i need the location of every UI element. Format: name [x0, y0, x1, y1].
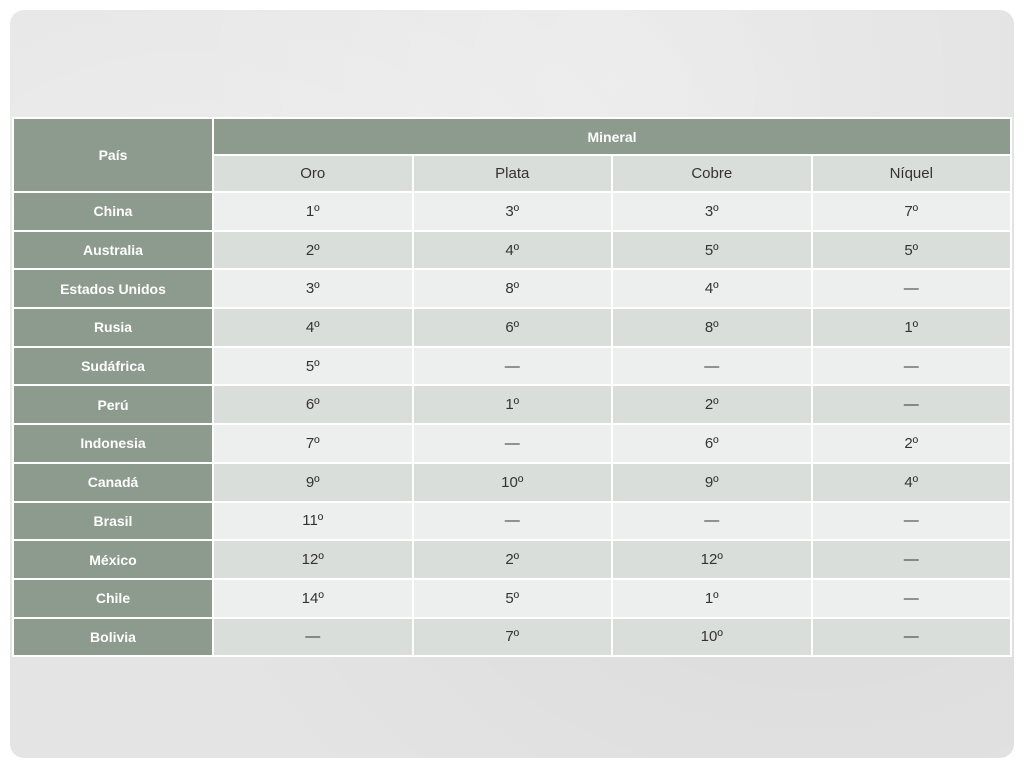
rank-cell: 3º — [613, 193, 811, 230]
mineral-ranking-table — [12, 117, 1012, 657]
rank-cell: — — [813, 541, 1011, 578]
rank-cell: — — [813, 503, 1011, 540]
rank-cell: — — [813, 580, 1011, 617]
rank-cell: — — [613, 503, 811, 540]
rank-cell: 7º — [813, 193, 1011, 230]
column-header-oro: Oro — [214, 156, 412, 191]
table-row — [14, 193, 1010, 230]
mineral-group-header: Mineral — [214, 119, 1010, 154]
rank-cell: 1º — [613, 580, 811, 617]
rank-cell: 4º — [414, 232, 612, 269]
rank-cell: 11º — [214, 503, 412, 540]
rank-cell: 2º — [214, 232, 412, 269]
country-cell: Brasil — [14, 503, 212, 540]
rank-cell: 3º — [214, 270, 412, 307]
rank-cell: 2º — [414, 541, 612, 578]
column-header-cobre: Cobre — [613, 156, 811, 191]
rank-cell: — — [214, 619, 412, 656]
rank-cell: 1º — [414, 386, 612, 423]
rank-cell: 4º — [214, 309, 412, 346]
rank-cell: 12º — [214, 541, 412, 578]
rank-cell: 5º — [214, 348, 412, 385]
column-header-niquel: Níquel — [813, 156, 1011, 191]
table-row — [14, 503, 1010, 540]
rank-cell: 12º — [613, 541, 811, 578]
rank-cell: 4º — [813, 464, 1011, 501]
table-row — [14, 309, 1010, 346]
table-row — [14, 580, 1010, 617]
rank-cell: 4º — [613, 270, 811, 307]
column-header-plata: Plata — [414, 156, 612, 191]
country-cell: Perú — [14, 386, 212, 423]
table-row — [14, 541, 1010, 578]
table-row — [14, 619, 1010, 656]
rank-cell: 8º — [414, 270, 612, 307]
country-cell: Sudáfrica — [14, 348, 212, 385]
rank-cell: — — [414, 348, 612, 385]
country-column-header: País — [14, 119, 212, 191]
rank-cell: 3º — [414, 193, 612, 230]
rank-cell: 5º — [613, 232, 811, 269]
rank-cell: 9º — [613, 464, 811, 501]
rank-cell: — — [813, 619, 1011, 656]
rank-cell: 2º — [613, 386, 811, 423]
country-cell: Estados Unidos — [14, 270, 212, 307]
rank-cell: — — [813, 348, 1011, 385]
table-body — [14, 193, 1010, 655]
rank-cell: 10º — [613, 619, 811, 656]
rank-cell: 1º — [214, 193, 412, 230]
rank-cell: 5º — [414, 580, 612, 617]
rank-cell: — — [613, 348, 811, 385]
mineral-ranking-table-container — [12, 117, 1012, 657]
table-row — [14, 425, 1010, 462]
rank-cell: 5º — [813, 232, 1011, 269]
country-cell: Canadá — [14, 464, 212, 501]
country-cell: Bolivia — [14, 619, 212, 656]
country-cell: Indonesia — [14, 425, 212, 462]
rank-cell: 1º — [813, 309, 1011, 346]
table-row — [14, 232, 1010, 269]
rank-cell: 8º — [613, 309, 811, 346]
country-cell: China — [14, 193, 212, 230]
country-cell: México — [14, 541, 212, 578]
rank-cell: — — [414, 503, 612, 540]
rank-cell: 6º — [414, 309, 612, 346]
table-row — [14, 386, 1010, 423]
rank-cell: 10º — [414, 464, 612, 501]
country-cell: Australia — [14, 232, 212, 269]
rank-cell: — — [813, 386, 1011, 423]
rank-cell: — — [813, 270, 1011, 307]
table-row — [14, 348, 1010, 385]
rank-cell: 9º — [214, 464, 412, 501]
rank-cell: — — [414, 425, 612, 462]
table-row — [14, 464, 1010, 501]
rank-cell: 14º — [214, 580, 412, 617]
table-row — [14, 270, 1010, 307]
country-cell: Chile — [14, 580, 212, 617]
rank-cell: 6º — [214, 386, 412, 423]
country-cell: Rusia — [14, 309, 212, 346]
rank-cell: 7º — [414, 619, 612, 656]
rank-cell: 2º — [813, 425, 1011, 462]
rank-cell: 7º — [214, 425, 412, 462]
rank-cell: 6º — [613, 425, 811, 462]
